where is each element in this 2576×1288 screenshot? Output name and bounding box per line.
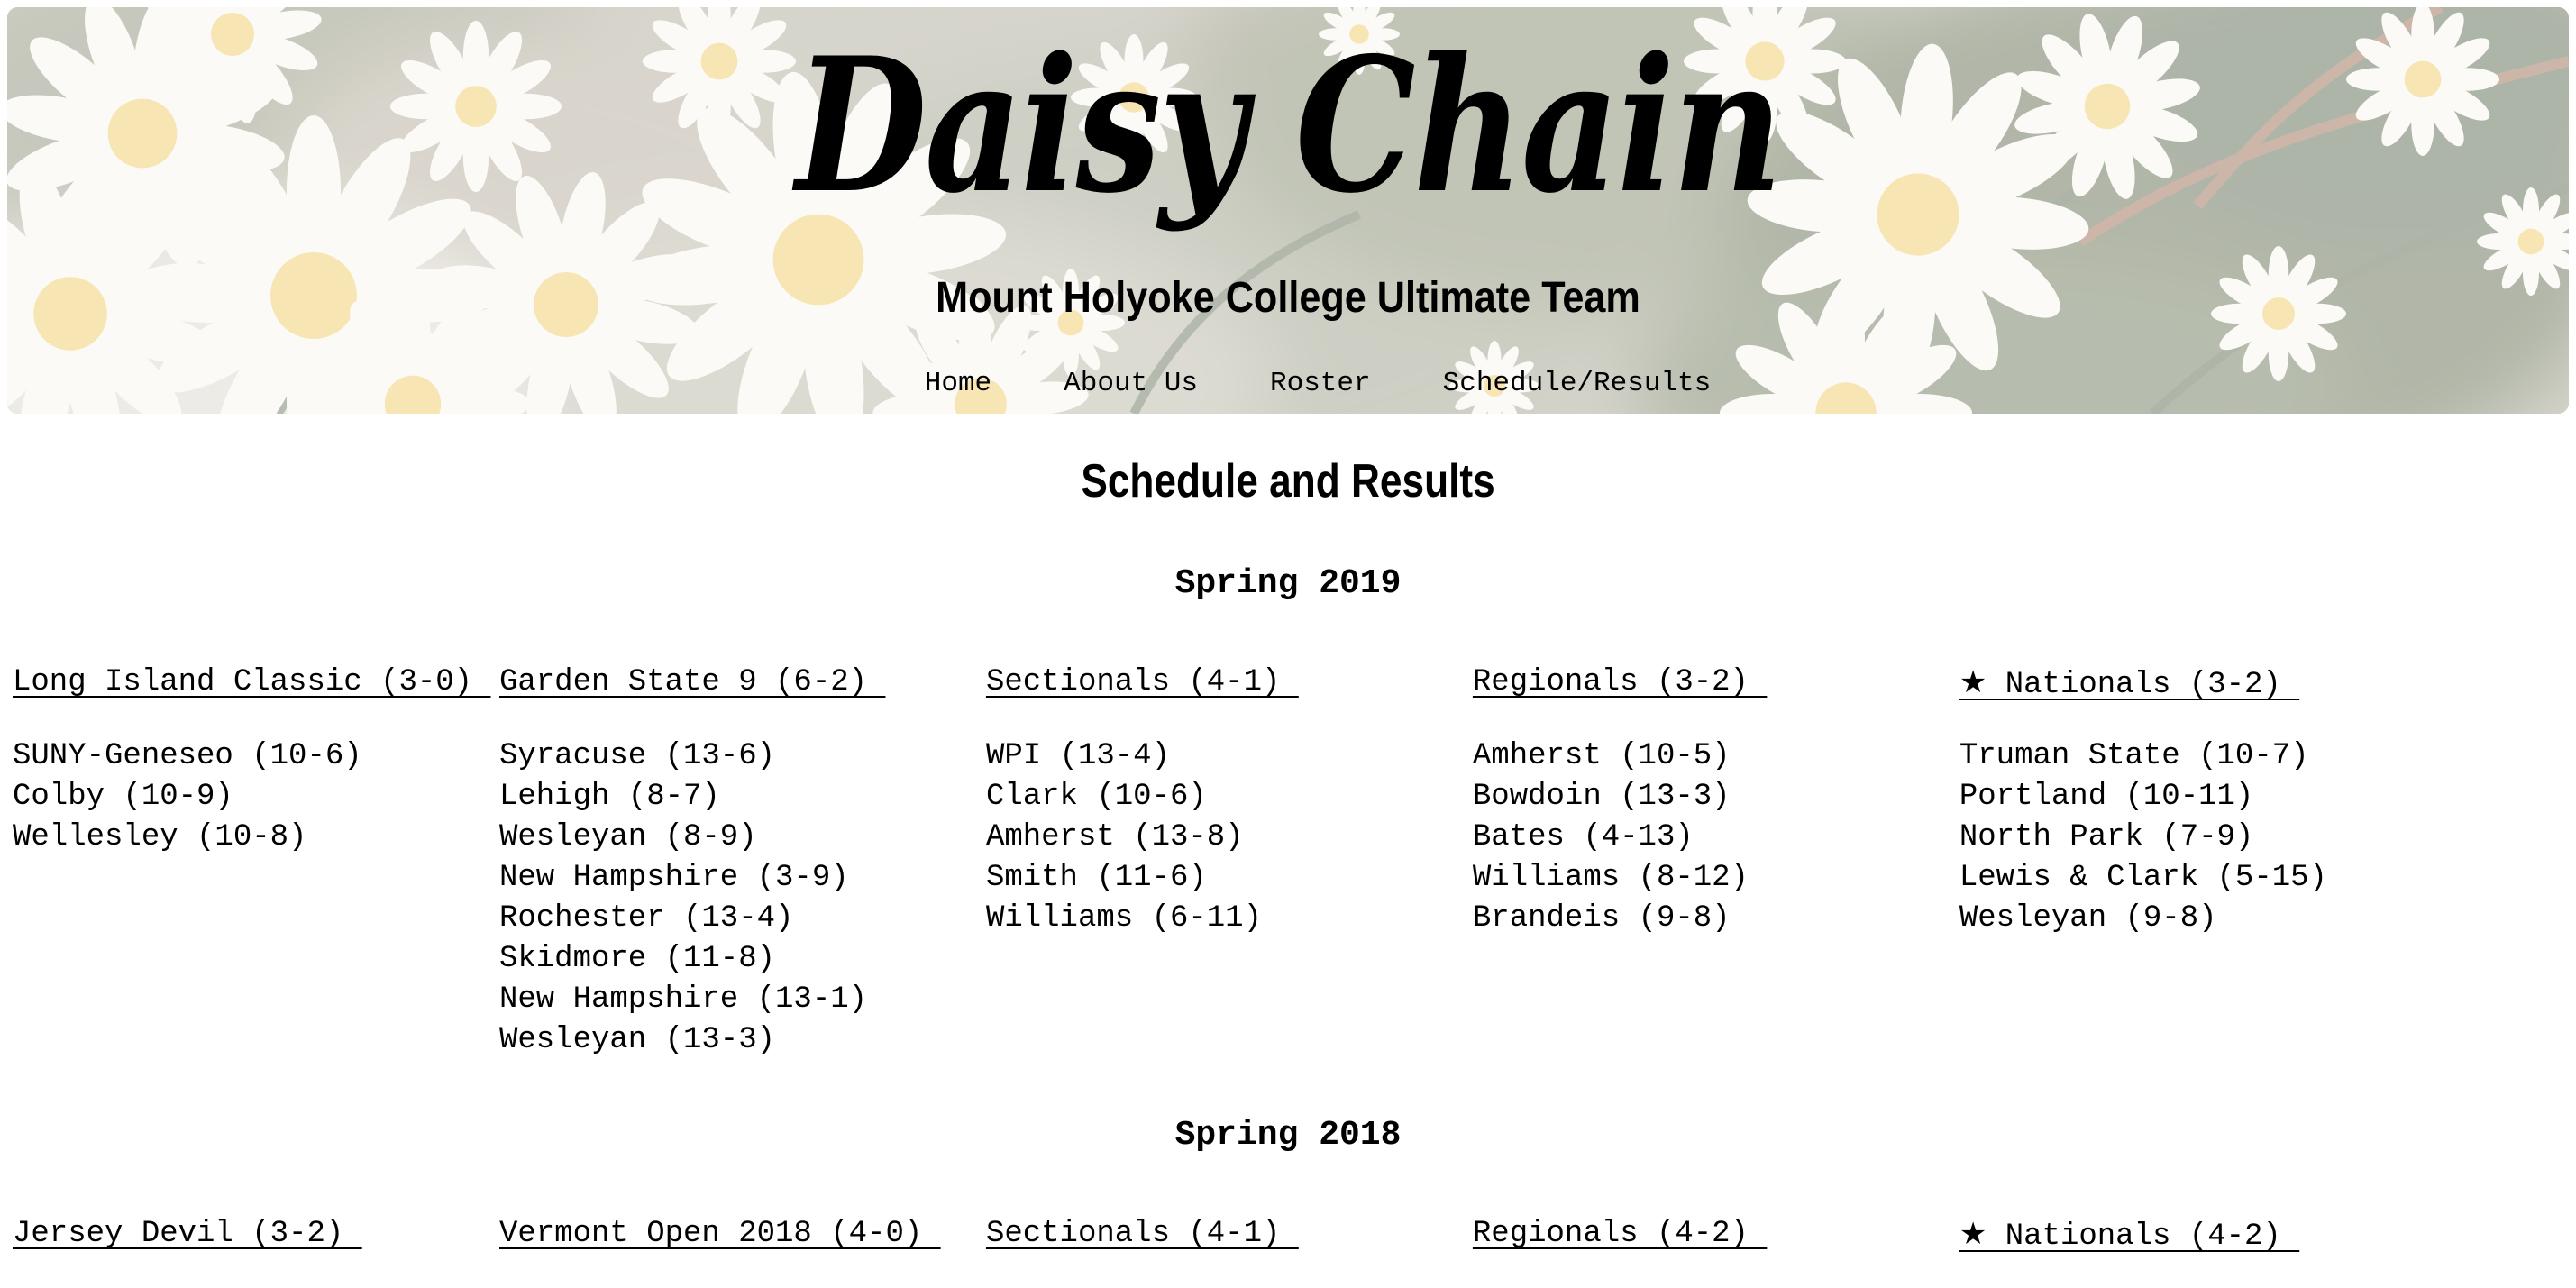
tournament-header-row (7, 662, 2441, 706)
game-result: Skidmore (11-8) (498, 941, 776, 976)
spacer-cell (981, 1257, 1467, 1288)
tournament-cell (981, 1214, 1467, 1257)
header-banner (7, 7, 2569, 414)
tournament-cell (1467, 1214, 1954, 1257)
results-table (7, 1214, 2441, 1288)
tournament-link-jersey-devil[interactable]: Jersey Devil (3-2) (13, 1216, 362, 1251)
game-cell-empty (7, 939, 494, 980)
tournament-link-sectionals[interactable]: Sectionals (4-1) (985, 1216, 1299, 1251)
spacer-cell (1467, 706, 1954, 736)
game-result: Wellesley (10-8) (13, 819, 307, 854)
game-cell-empty (7, 980, 494, 1020)
game-result: Portland (10-11) (1959, 779, 2254, 814)
game-result: Clark (10-6) (985, 779, 1207, 814)
spacer-cell (1954, 1257, 2441, 1288)
spacer-row (7, 706, 2441, 736)
nav-link-schedule-results[interactable]: Schedule/Results (1442, 368, 1712, 400)
game-result: Wesleyan (9-8) (1959, 900, 2217, 936)
game-result: Wesleyan (13-3) (498, 1022, 776, 1057)
game-result: Williams (6-11) (985, 900, 1262, 936)
tournament-cell (7, 662, 494, 706)
game-row (7, 980, 2441, 1020)
spacer-cell (981, 706, 1467, 736)
game-cell-empty (1954, 1020, 2441, 1061)
header-content (7, 18, 2569, 400)
game-row (7, 1020, 2441, 1061)
tournament-cell (1954, 1214, 2441, 1257)
game-result: SUNY-Geneseo (10-6) (13, 738, 362, 773)
tournament-link-vermont-open-2018[interactable]: Vermont Open 2018 (4-0) (498, 1216, 941, 1251)
tournament-cell (981, 662, 1467, 706)
tournament-cell (494, 1214, 981, 1257)
page-title: Schedule and Results (1081, 455, 1495, 507)
game-row (7, 858, 2441, 899)
game-row (7, 899, 2441, 939)
spacer-cell (494, 1257, 981, 1288)
game-result: Lewis & Clark (5-15) (1959, 860, 2327, 895)
game-result: North Park (7-9) (1959, 819, 2254, 854)
nav-link-home[interactable]: Home (924, 368, 992, 400)
site-subtitle: Mount Holyoke College Ultimate Team (936, 274, 1640, 322)
game-result: Truman State (10-7) (1959, 738, 2309, 773)
star-icon: ★ (1959, 663, 1987, 700)
game-result: Colby (10-9) (13, 779, 233, 814)
tournament-cell (1467, 662, 1954, 706)
spacer-cell (7, 1257, 494, 1288)
game-cell-empty (981, 1020, 1467, 1061)
results-table (7, 662, 2441, 1061)
game-result: New Hampshire (13-1) (498, 982, 868, 1017)
season-title: Spring 2019 (1174, 564, 1402, 604)
game-cell-empty (1467, 980, 1954, 1020)
season-spring-2019 (7, 563, 2569, 1061)
game-result: Bates (4-13) (1472, 819, 1694, 854)
game-result: Brandeis (9-8) (1472, 900, 1731, 936)
tournament-link-sectionals[interactable]: Sectionals (4-1) (985, 664, 1299, 699)
spacer-cell (494, 706, 981, 736)
game-result: Wesleyan (8-9) (498, 819, 757, 854)
game-result: Amherst (10-5) (1472, 738, 1731, 773)
game-result: Amherst (13-8) (985, 819, 1244, 854)
game-result: Williams (8-12) (1472, 860, 1749, 895)
tournament-cell (1954, 662, 2441, 706)
game-result: New Hampshire (3-9) (498, 860, 849, 895)
tournament-header-row (7, 1214, 2441, 1257)
tournament-link-regionals[interactable]: Regionals (3-2) (1472, 664, 1768, 699)
site-title: Daisy Chain (795, 18, 1781, 234)
seasons (7, 563, 2569, 1287)
game-result: Lehigh (8-7) (498, 779, 720, 814)
game-cell-empty (1954, 980, 2441, 1020)
game-cell-empty (1467, 939, 1954, 980)
game-cell-empty (1467, 1020, 1954, 1061)
season-spring-2018 (7, 1115, 2569, 1288)
game-result: Smith (11-6) (985, 860, 1207, 895)
season-title: Spring 2018 (1174, 1115, 1402, 1155)
game-result: WPI (13-4) (985, 738, 1170, 773)
game-row (7, 736, 2441, 777)
spacer-cell (7, 706, 494, 736)
game-cell-empty (7, 1020, 494, 1061)
spacer-cell (1954, 706, 2441, 736)
game-result: Syracuse (13-6) (498, 738, 776, 773)
nav-link-about-us[interactable]: About Us (1064, 368, 1198, 400)
star-icon: ★ (1959, 1215, 1987, 1252)
game-cell-empty (981, 939, 1467, 980)
nav-link-roster[interactable]: Roster (1269, 368, 1371, 400)
spacer-cell (1467, 1257, 1954, 1288)
game-row (7, 939, 2441, 980)
game-row (7, 818, 2441, 858)
tournament-cell (7, 1214, 494, 1257)
game-cell-empty (1954, 939, 2441, 980)
game-result: Bowdoin (13-3) (1472, 779, 1731, 814)
tournament-link-regionals[interactable]: Regionals (4-2) (1472, 1216, 1768, 1251)
tournament-link-nationals[interactable]: ★ Nationals (4-2) (1959, 1215, 2300, 1254)
tournament-link-garden-state-9[interactable]: Garden State 9 (6-2) (498, 664, 886, 699)
tournament-link-long-island-classic[interactable]: Long Island Classic (3-0) (13, 664, 491, 699)
game-cell-empty (981, 980, 1467, 1020)
game-result: Rochester (13-4) (498, 900, 794, 936)
main-nav (37, 368, 2569, 400)
spacer-row (7, 1257, 2441, 1288)
tournament-cell (494, 662, 981, 706)
game-cell-empty (7, 899, 494, 939)
tournament-link-nationals[interactable]: ★ Nationals (3-2) (1959, 663, 2300, 702)
game-cell-empty (7, 858, 494, 899)
main-content (7, 453, 2569, 1288)
game-row (7, 777, 2441, 818)
